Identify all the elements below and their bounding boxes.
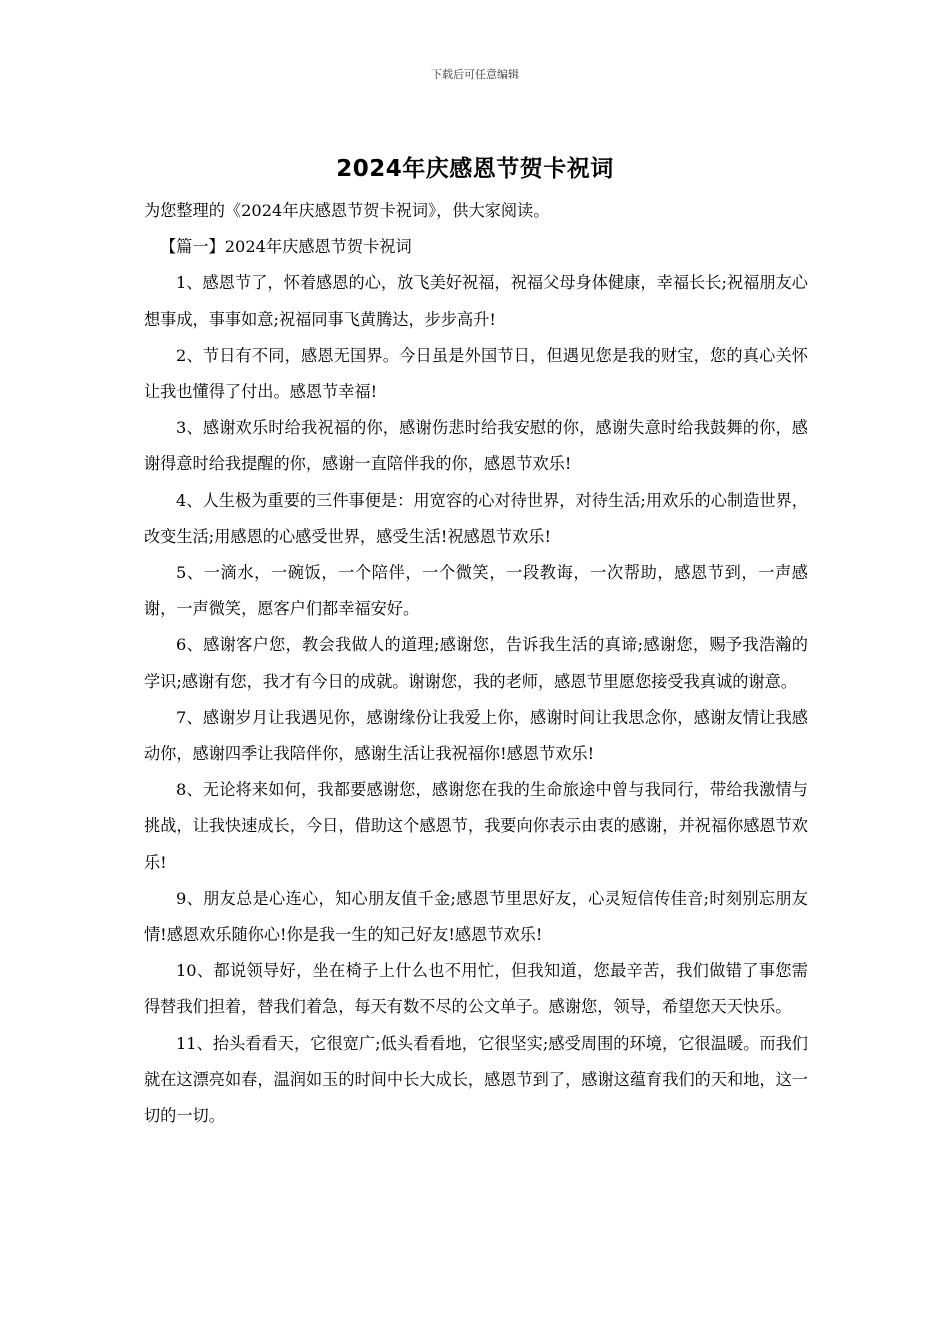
document-title: 2024年庆感恩节贺卡祝词: [336, 156, 614, 182]
list-item: 2、节日有不同，感恩无国界。今日虽是外国节日，但遇见您是我的财宝，您的真心关怀让我也懂得了付出。感恩节幸福!: [144, 345, 808, 402]
intro-paragraph: 为您整理的《2024年庆感恩节贺卡祝词》，供大家阅读。: [144, 201, 550, 220]
list-item: 1、感恩节了，怀着感恩的心，放飞美好祝福，祝福父母身体健康，幸福长长;祝福朋友心想事成，事事如意;祝福同事飞黄腾达，步步高升!: [144, 273, 808, 329]
list-item: 9、朋友总是心连心，知心朋友值千金;感恩节里思好友，心灵短信传佳音;时刻别忘朋友情!感恩欢乐随你心!你是我一生的知己好友!感恩节欢乐!: [144, 888, 808, 945]
header-note: 下载后可任意编辑: [431, 68, 519, 81]
list-item: 3、感谢欢乐时给我祝福的你，感谢伤悲时给我安慰的你，感谢失意时给我鼓舞的你，感谢得意时给我提醒的你，感谢一直陪伴我的你，感恩节欢乐!: [144, 418, 808, 474]
list-item: 5、一滴水，一碗饭，一个陪伴，一个微笑，一段教诲，一次帮助，感恩节到，一声感谢，一声微笑，愿客户们都幸福安好。: [144, 563, 808, 619]
list-item: 7、感谢岁月让我遇见你，感谢缘份让我爱上你，感谢时间让我思念你，感谢友情让我感动你，感谢四季让我陪伴你，感谢生活让我祝福你!感恩节欢乐!: [144, 707, 808, 764]
document-body: [144, 193, 808, 1134]
list-item: 10、都说领导好，坐在椅子上什么也不用忙，但我知道，您最辛苦，我们做错了事您需得替我们担着，替我们着急，每天有数不尽的公文单子。感谢您，领导，希望您天天快乐。: [144, 961, 808, 1017]
list-item: 11、抬头看看天，它很宽广;低头看看地，它很坚实;感受周围的环境，它很温暖。而我们就在这漂亮如春，温润如玉的时间中长大成长，感恩节到了，感谢这蕴育我们的天和地，这一切的一切。: [144, 1033, 808, 1126]
section-heading: 【篇一】2024年庆感恩节贺卡祝词: [160, 237, 412, 257]
list-item: 6、感谢客户您，教会我做人的道理;感谢您，告诉我生活的真谛;感谢您，赐予我浩瀚的学识;感谢有您，我才有今日的成就。谢谢您，我的老师，感恩节里愿您接受我真诚的谢意。: [144, 635, 808, 691]
list-item: 4、人生极为重要的三件事便是：用宽容的心对待世界，对待生活;用欢乐的心制造世界，改变生活;用感恩的心感受世界，感受生活!祝感恩节欢乐!: [144, 490, 808, 546]
list-item: 8、无论将来如何，我都要感谢您，感谢您在我的生命旅途中曾与我同行，带给我激情与挑战，让我快速成长，今日，借助这个感恩节，我要向你表示由衷的感谢，并祝福你感恩节欢乐!: [144, 780, 808, 872]
